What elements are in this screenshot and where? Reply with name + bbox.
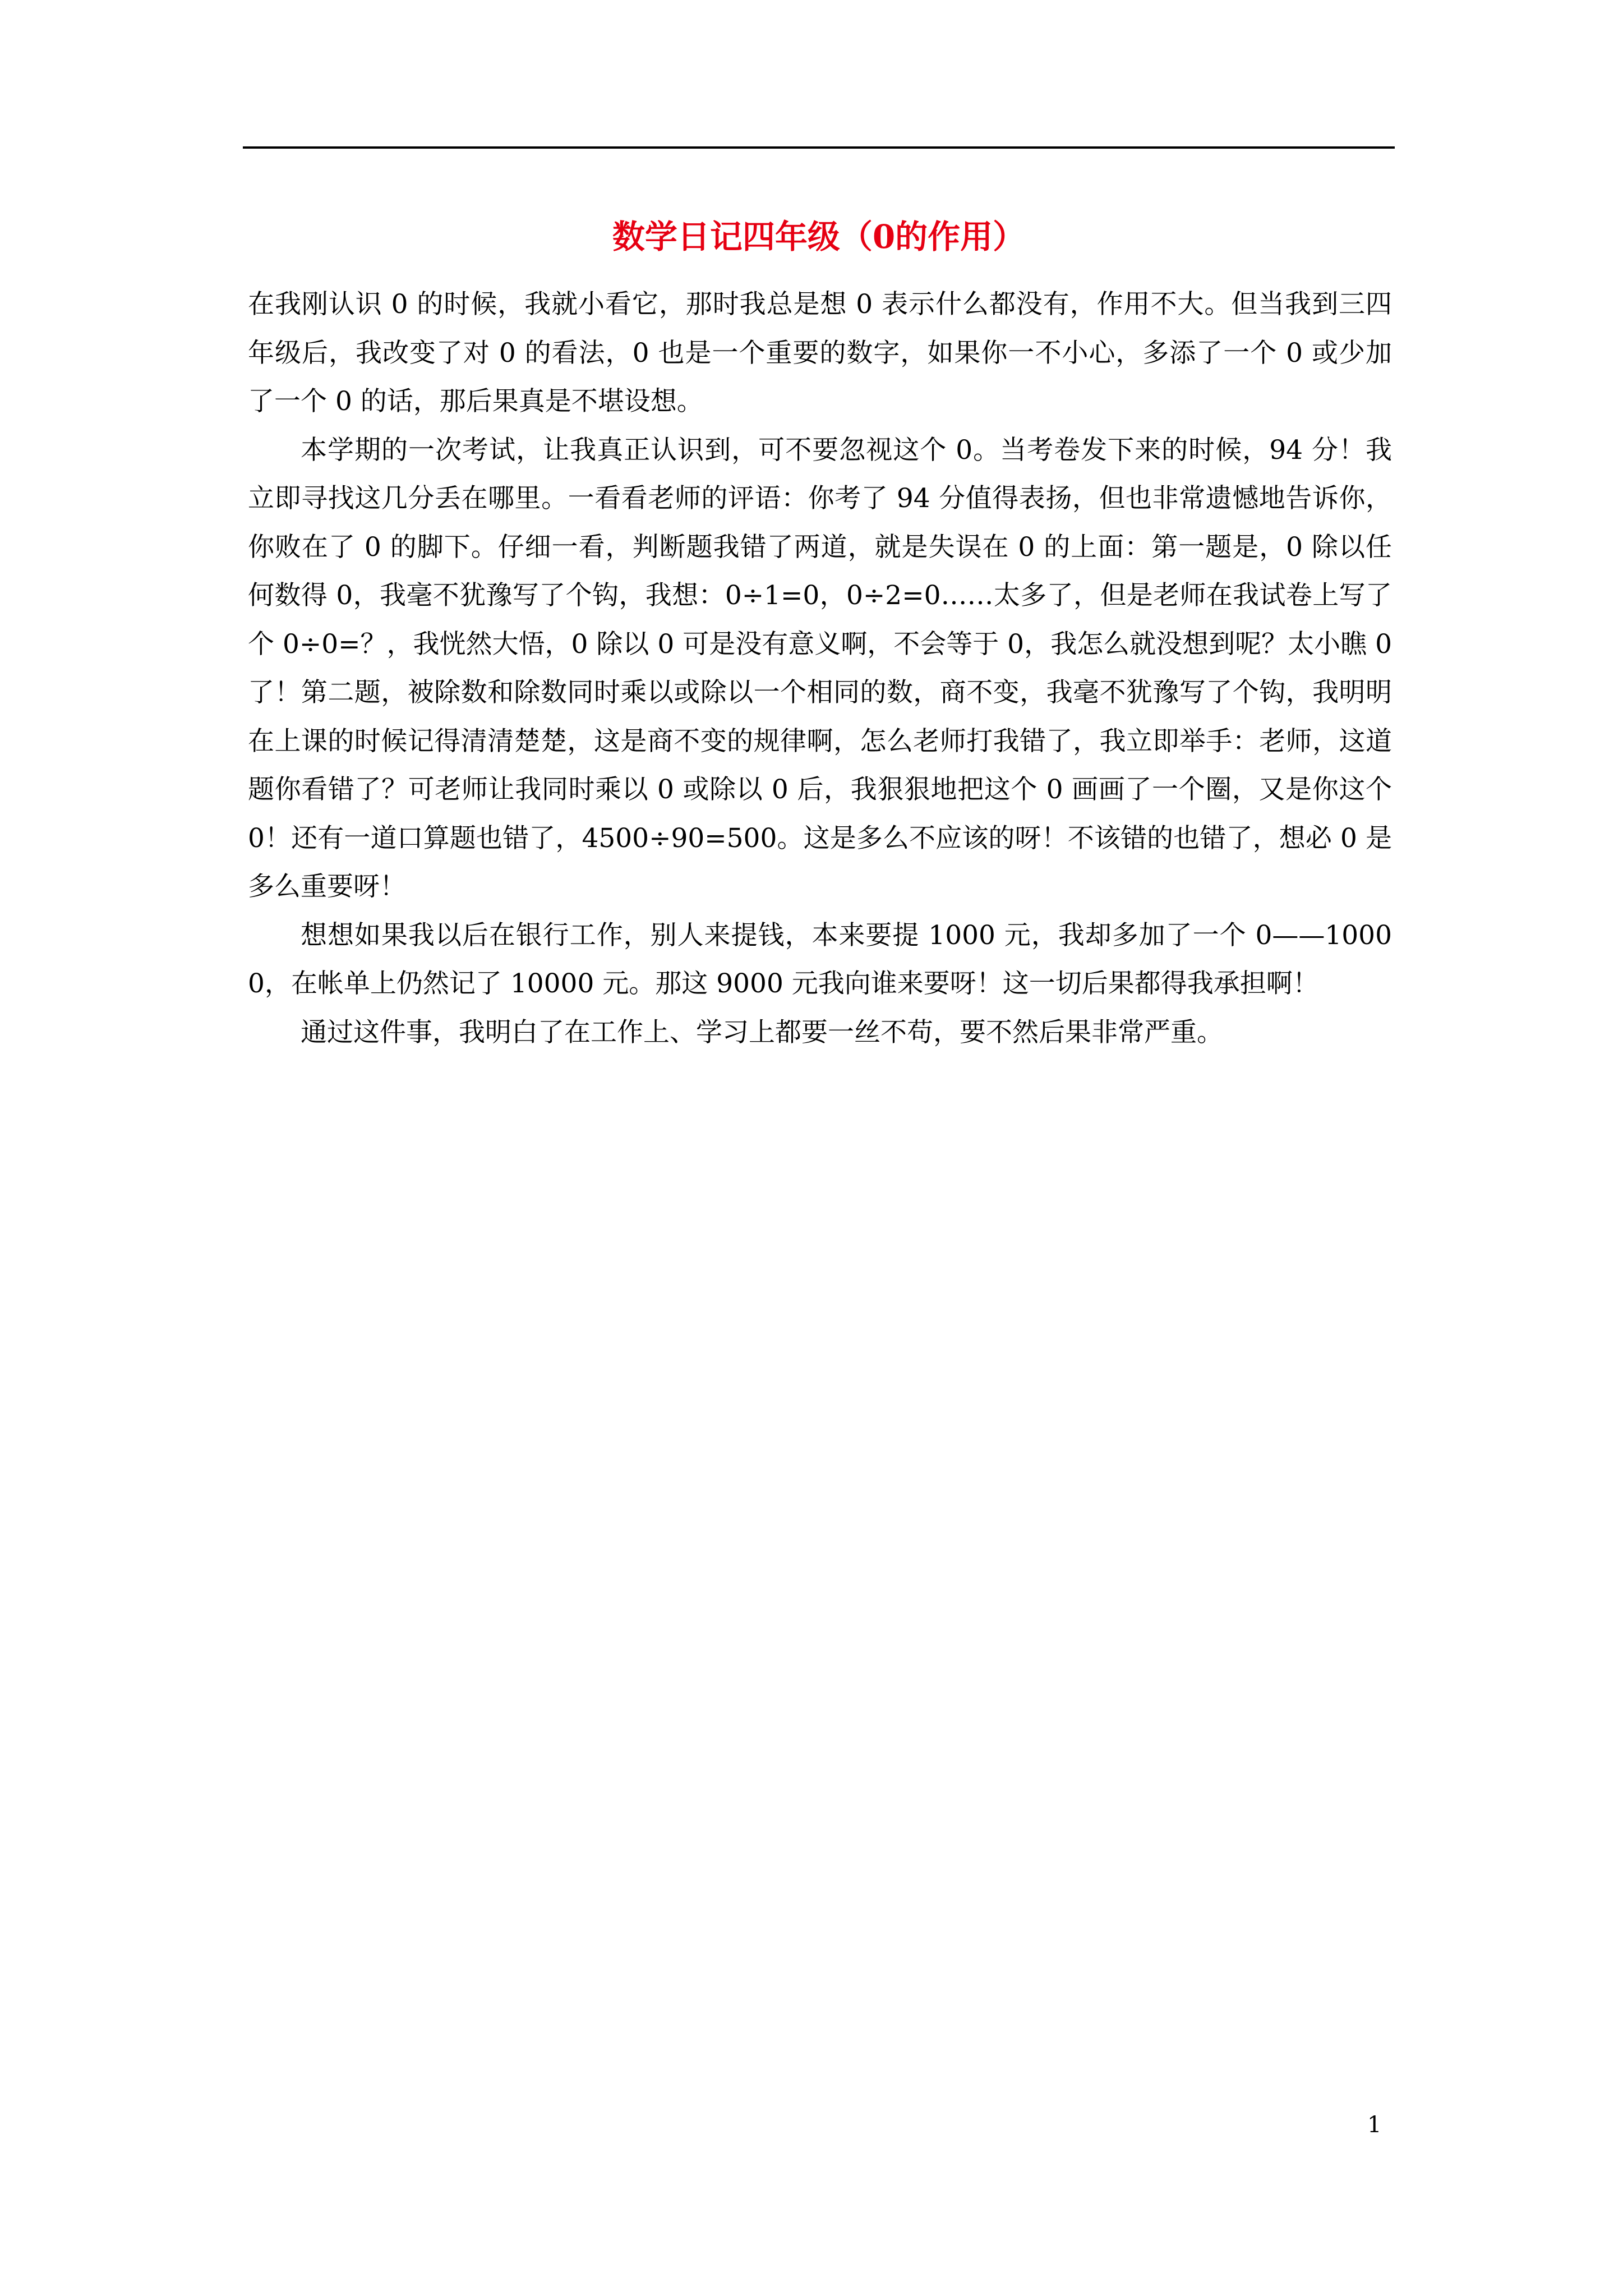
document-body	[248, 280, 1392, 1057]
paragraph-2: 本学期的一次考试，让我真正认识到，可不要忽视这个 0。当考卷发下来的时候，94 分！我立即寻找这几分丢在哪里。一看看老师的评语：你考了 94 分值得表扬，但也非常遗憾地告诉你，你败在了 0 的脚下。仔细一看，判断题我错了两道，就是失误在 0 的上面：第一题是，0 除以任何数得 0，我毫不犹豫写了个钩，我想：0÷1=0，0÷2=0……太多了，但是老师在我试卷上写了个 0÷0=？，我恍然大悟，0 除以 0 可是没有意义啊，不会等于 0，我怎么就没想到呢？太小瞧 0 了！第二题，被除数和除数同时乘以或除以一个相同的数，商不变，我毫不犹豫写了个钩，我明明在上课的时候记得清清楚楚，这是商不变的规律啊，怎么老师打我错了，我立即举手：老师，这道题你看错了？可老师让我同时乘以 0 或除以 0 后，我狠狠地把这个 0 画画了一个圈，又是你这个 0！还有一道口算题也错了，4500÷90=500。这是多么不应该的呀！不该错的也错了，想必 0 是多么重要呀！	[248, 434, 1392, 902]
header-rule	[243, 146, 1395, 149]
page-number: 1	[1367, 2112, 1382, 2138]
paragraph-1: 在我刚认识 0 的时候，我就小看它，那时我总是想 0 表示什么都没有，作用不大。但当我到三四年级后，我改变了对 0 的看法，0 也是一个重要的数字，如果你一不小心，多添了一个 0 或少加了一个 0 的话，那后果真是不堪设想。	[248, 289, 1392, 417]
paragraph-3: 想想如果我以后在银行工作，别人来提钱，本来要提 1000 元，我却多加了一个 0——10000，在帐单上仍然记了 10000 元。那这 9000 元我向谁来要呀！这一切后果都得我承担啊！	[248, 919, 1392, 999]
paragraph-4: 通过这件事，我明白了在工作上、学习上都要一丝不苟，要不然后果非常严重。	[301, 1016, 1223, 1048]
document-title: 数学日记四年级（0的作用）	[612, 218, 1026, 256]
